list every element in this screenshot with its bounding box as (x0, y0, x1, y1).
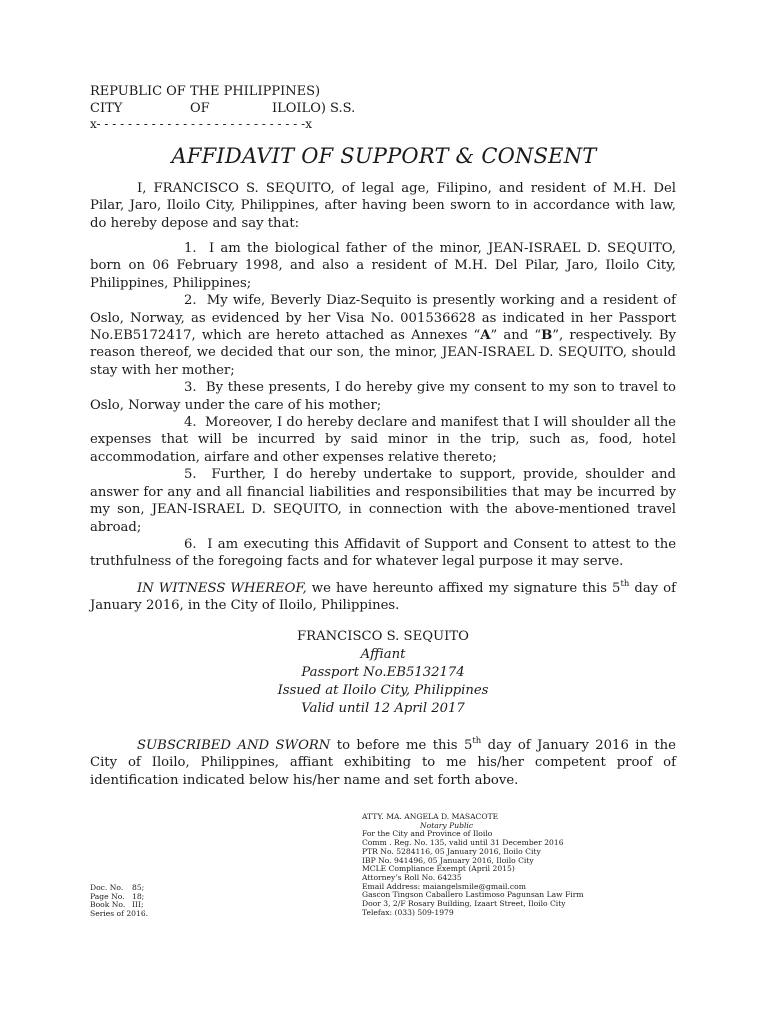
notary-telefax: Telefax: (033) 509-1979 (362, 907, 454, 917)
jurat-lead: SUBSCRIBED AND SWORN (137, 738, 331, 753)
annex-b-label: B (541, 328, 553, 344)
item-text: I am the biological father of the minor, JEAN-ISRAEL D. SEQUITO, born on 06 February 1998, and also a resident of M.H. Del Pilar, Jaro, Iloilo City, Philippines, Philippines; (90, 241, 676, 291)
notary-detail: For the City and Province of Iloilo (362, 829, 493, 839)
item-1 (90, 240, 676, 292)
venue-separator: x- - - - - - - - - - - - - - - - - - - - - - - - - - -x (90, 117, 312, 131)
jurat-date-suffix: th (472, 735, 482, 746)
item-number: 3. (184, 380, 197, 396)
book-no-label: Book No. (90, 900, 126, 910)
notary-detail: Gascon Tingson Caballero Lastimoso Pagunsan Law Firm (362, 890, 584, 900)
item-4 (90, 414, 676, 466)
item-number: 1. (184, 241, 197, 256)
notary-email: Email Address: maiangelsmile@gmail.com (362, 881, 526, 891)
item-number: 5. (184, 467, 197, 483)
item-number: 4. (184, 415, 197, 431)
affiant-passport-validity: Valid until 12 April 2017 (301, 701, 465, 716)
affiant-name: FRANCISCO S. SEQUITO (297, 629, 469, 644)
item-3 (90, 379, 676, 414)
item-text-mid: ” and “ (490, 328, 542, 344)
jurat-text: to before me this 5 (330, 738, 473, 753)
document-title: AFFIDAVIT OF SUPPORT & CONSENT (171, 144, 597, 168)
item-text: By these presents, I do hereby give my consent to my son to travel to Oslo, Norway under the care of his mother; (90, 380, 676, 413)
item-2 (90, 292, 676, 379)
witness-lead: IN WITNESS WHEREOF, (137, 581, 307, 596)
witness-text: we have hereunto affixed my signature this 5 (306, 581, 621, 596)
intro-paragraph: I, FRANCISCO S. SEQUITO, of legal age, Filipino, and resident of M.H. Del Pilar, Jaro, Iloilo City, Philippines, after having been sworn to in accordance with law, do hereby depose and say that: (90, 181, 676, 231)
doc-no-label: Doc. No. (90, 883, 124, 892)
item-text: Further, I do hereby undertake to support, provide, shoulder and answer for any and all financial liabilities and responsibilities that may be incurred by my son, JEAN-ISRAEL D. SEQUITO, in connection with the above-mentioned travel abroad; (90, 467, 676, 535)
numbered-items (90, 240, 676, 571)
witness-paragraph (90, 580, 676, 615)
notary-detail: Attorney’s Roll No. 64235 (362, 872, 462, 882)
venue-republic: REPUBLIC OF THE PHILIPPINES) (90, 84, 321, 99)
affiant-passport: Passport No.EB5132174 (301, 665, 465, 680)
notary-detail: IBP No. 941496, 05 January 2016, Iloilo City (362, 855, 534, 865)
notary-detail: PTR No. 5284116, 05 January 2016, Iloilo City (362, 846, 541, 856)
item-text-post: ”, respectively. By reason thereof, we decided that our son, the minor, JEAN-ISRAEL D. SEQUITO, should stay with her mother; (90, 328, 676, 378)
witness-date-suffix: th (620, 578, 630, 589)
affiant-passport-issued: Issued at Iloilo City, Philippines (277, 683, 489, 698)
item-number: 2. (184, 293, 197, 309)
jurat-paragraph (90, 737, 676, 789)
item-number: 6. (184, 536, 197, 552)
venue-city-label: CITY (90, 101, 123, 116)
venue-iloilo-label: ILOILO) S.S. (272, 101, 356, 116)
series (90, 910, 190, 919)
notary-block (362, 813, 662, 917)
notary-name: ATTY. MA. ANGELA D. MASACOTE (362, 812, 499, 821)
doc-no-value: 85; (132, 883, 145, 892)
item-text: Moreover, I do hereby declare and manifest that I will shoulder all the expenses that will be incurred by said minor in the trip, such as, food, hotel accommodation, airfare and other expenses relative thereto; (90, 415, 676, 465)
notary-title: Notary Public (420, 820, 474, 830)
series-label: Series of 2016. (90, 909, 149, 919)
doc-info-block (90, 884, 190, 919)
affiant-role: Affiant (360, 647, 406, 662)
item-text: My wife, Beverly Diaz-Sequito is presently working and a resident of Oslo, Norway, as evidenced by her Visa No. 001536628 as indicated in her Passport No.EB5172417, which are hereto attached as Annexes “ (90, 293, 676, 344)
book-no-value: III; (132, 900, 144, 910)
item-text: I am executing this Affidavit of Support and Consent to attest to the truthfulness of the foregoing facts and for whatever legal purpose it may serve. (90, 536, 676, 570)
item-6 (90, 536, 676, 571)
witness-text-end: day of January 2016, in the City of Iloilo, Philippines. (90, 581, 677, 614)
venue-of-label: OF (190, 101, 210, 116)
notary-detail: Comm . Reg. No. 135, valid until 31 December 2016 (362, 838, 564, 848)
notary-detail: Door 3, 2/F Rosary Building, Izaart Street, Iloilo City (362, 899, 566, 909)
affiant-block (90, 628, 676, 718)
page-no-value: 18; (132, 891, 145, 901)
annex-a-label: A (480, 328, 491, 344)
item-5 (90, 466, 676, 536)
page-no-label: Page No. (90, 891, 125, 901)
notary-detail: MCLE Compliance Exempt (April 2015) (362, 864, 515, 874)
jurat-text-end: day of January 2016 in the City of Iloilo, Philippines, affiant exhibiting to me his/her competent proof of identification indicated below his/her name and set forth above. (90, 738, 676, 788)
